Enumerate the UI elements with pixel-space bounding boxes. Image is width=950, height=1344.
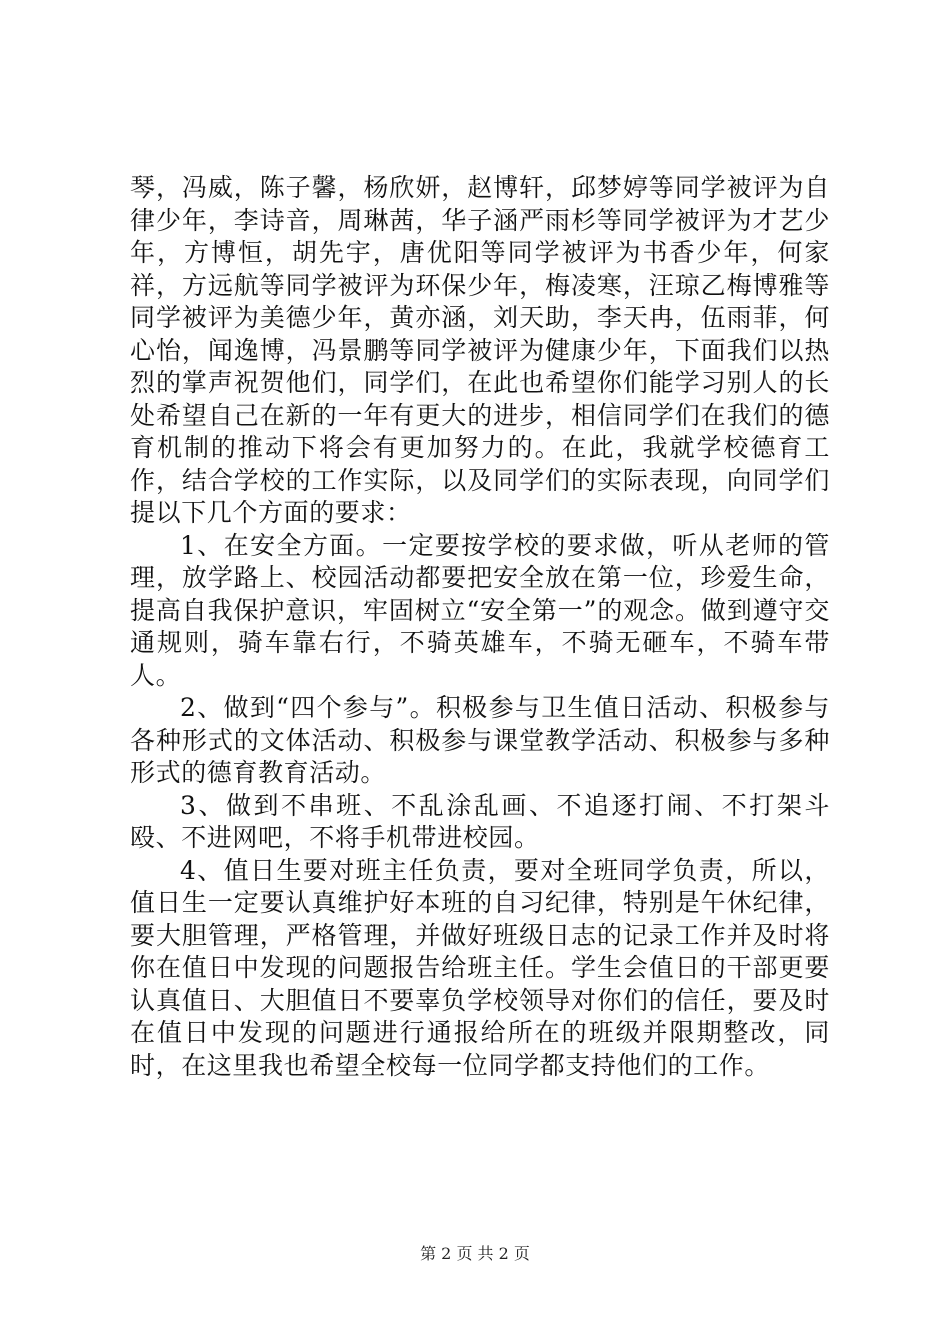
paragraph-continuation: 琴，冯威，陈子馨，杨欣妍，赵博轩，邱梦婷等同学被评为自律少年，李诗音，周琳茜，华子涵严雨杉等同学被评为才艺少年，方博恒，胡先宇，唐优阳等同学被评为书香少年，何家祥，方远航等同学被评为环保少年，梅凌寒，汪琼乙梅博雅等同学被评为美德少年，黄亦涵，刘天助，李天冉，伍雨菲，何心怡，闻逸博，冯景鹏等同学被评为健康少年，下面我们以热烈的掌声祝贺他们，同学们，在此也希望你们能学习别人的长处希望自己在新的一年有更大的进步，相信同学们在我们的德育机制的推动下将会有更加努力的。在此，我就学校德育工作，结合学校的工作实际，以及同学们的实际表现，向同学们提以下几个方面的要求： <box>130 173 830 527</box>
paragraph-requirement-4: 4、值日生要对班主任负责，要对全班同学负责，所以，值日生一定要认真维护好本班的自习纪律，特别是午休纪律，要大胆管理，严格管理，并做好班级日志的记录工作并及时将你在值日中发现的问题报告给班主任。学生会值日的干部更要认真值日、大胆值日不要辜负学校领导对你们的信任，要及时在值日中发现的问题进行通报给所在的班级并限期整改，同时，在这里我也希望全校每一位同学都支持他们的工作。 <box>130 855 830 1080</box>
paragraph-requirement-2: 2、做到“四个参与”。积极参与卫生值日活动、积极参与各种形式的文体活动、积极参与课堂教学活动、积极参与多种形式的德育教育活动。 <box>130 693 830 787</box>
page-number-footer: 第 2 页 共 2 页 <box>420 1244 530 1263</box>
document-body <box>130 172 830 1082</box>
paragraph-requirement-3: 3、做到不串班、不乱涂乱画、不追逐打闹、不打架斗殴、不进网吧，不将手机带进校园。 <box>130 790 830 852</box>
paragraph-requirement-1: 1、在安全方面。一定要按学校的要求做，听从老师的管理，放学路上、校园活动都要把安全放在第一位，珍爱生命，提高自我保护意识，牢固树立“安全第一”的观念。做到遵守交通规则，骑车靠右行，不骑英雄车，不骑无砸车，不骑车带人。 <box>130 530 830 690</box>
